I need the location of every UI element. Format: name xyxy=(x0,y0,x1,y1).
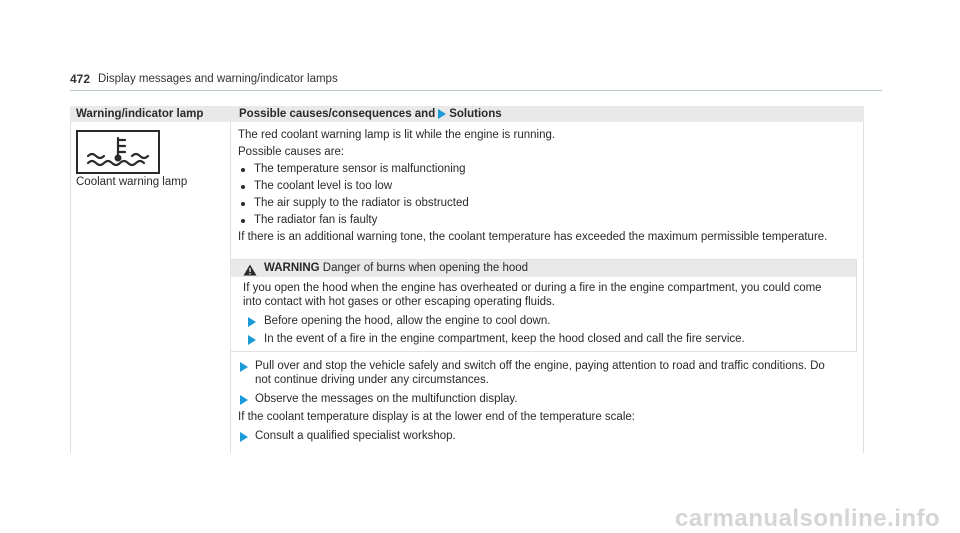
arrow-right-icon xyxy=(240,432,248,442)
solution-step-line: Pull over and stop the vehicle safely and switch off the engine, paying attention to road and traffic conditions. Do xyxy=(255,360,825,372)
warning-triangle-icon xyxy=(243,263,257,281)
coolant-temperature-icon xyxy=(76,130,160,174)
page-number: 472 xyxy=(70,72,91,86)
page-header xyxy=(70,72,882,88)
causes-intro: Possible causes are: xyxy=(238,146,345,158)
table-header-row xyxy=(70,106,864,122)
warning-box xyxy=(230,259,857,352)
warning-step: In the event of a fire in the engine compartment, keep the hood closed and call the fire service. xyxy=(264,333,745,345)
intro-text: The red coolant warning lamp is lit while the engine is running. xyxy=(238,129,556,141)
solution-step: Consult a qualified specialist workshop. xyxy=(255,430,456,442)
warning-header xyxy=(231,260,856,277)
warning-tone-text: If there is an additional warning tone, the coolant temperature has exceeded the maximum permissible temperature. xyxy=(238,231,828,243)
warning-label: WARNING xyxy=(264,262,320,274)
column-header-causes xyxy=(239,108,502,120)
arrow-right-icon xyxy=(248,317,256,327)
table-left-border xyxy=(70,122,71,453)
table-right-border xyxy=(863,122,864,453)
cause-item: The coolant level is too low xyxy=(254,180,393,192)
cause-item: The temperature sensor is malfunctioning xyxy=(254,163,466,175)
arrow-right-icon xyxy=(438,109,446,119)
warning-heading: Danger of burns when opening the hood xyxy=(322,262,529,274)
bullet-icon xyxy=(241,219,245,223)
page-title: Display messages and warning/indicator lamps xyxy=(98,73,338,85)
column-header-lamp: Warning/indicator lamp xyxy=(76,108,204,120)
watermark-logo: carmanualsonline.info xyxy=(675,505,941,532)
cause-item: The radiator fan is faulty xyxy=(254,214,378,226)
column-header-causes-label: Possible causes/consequences and xyxy=(239,108,436,120)
bullet-icon xyxy=(241,168,245,172)
warning-lamp-table xyxy=(70,106,864,453)
arrow-right-icon xyxy=(248,335,256,345)
warning-title xyxy=(264,262,528,274)
bullet-icon xyxy=(241,185,245,189)
solution-step: Observe the messages on the multifunction display. xyxy=(255,393,518,405)
warning-body-line: into contact with hot gases or other escaping operating fluids. xyxy=(243,296,555,308)
solution-step-line: not continue driving under any circumstances. xyxy=(255,374,489,386)
warning-step: Before opening the hood, allow the engine to cool down. xyxy=(264,315,551,327)
header-divider xyxy=(70,90,882,91)
lamp-label: Coolant warning lamp xyxy=(76,176,188,188)
cause-item: The air supply to the radiator is obstructed xyxy=(254,197,469,209)
arrow-right-icon xyxy=(240,362,248,372)
lower-end-text: If the coolant temperature display is at the lower end of the temperature scale: xyxy=(238,411,635,423)
warning-body-line: If you open the hood when the engine has overheated or during a fire in the engine compartment, you could come xyxy=(243,282,822,294)
bullet-icon xyxy=(241,202,245,206)
column-header-solutions-label: Solutions xyxy=(449,108,502,120)
arrow-right-icon xyxy=(240,395,248,405)
